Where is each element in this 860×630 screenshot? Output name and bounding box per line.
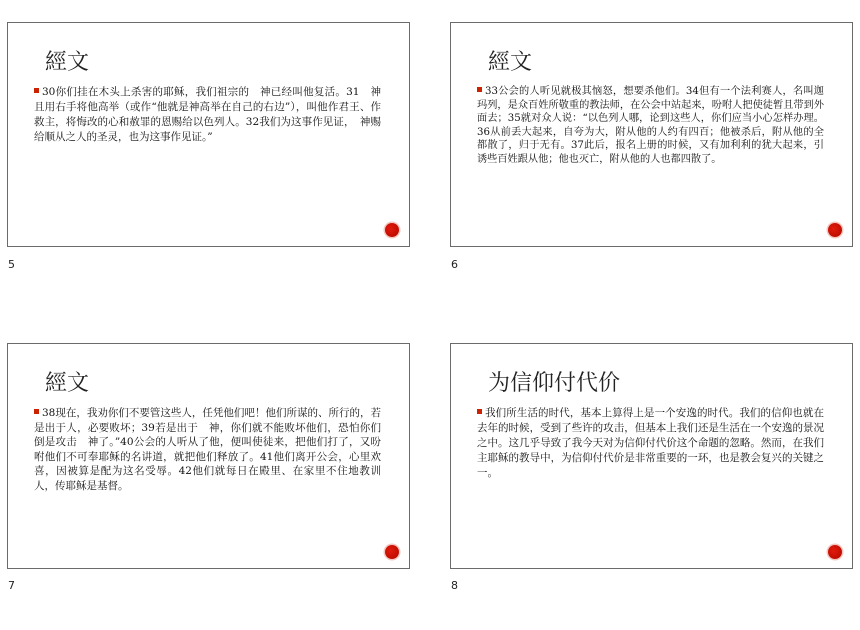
slide-6[interactable] — [450, 22, 853, 247]
slide-body — [477, 406, 824, 481]
slide-title: 經文 — [488, 50, 533, 75]
bullet-icon — [34, 409, 39, 414]
bullet-icon — [34, 88, 39, 93]
slide-5[interactable] — [7, 22, 410, 247]
slide-number: 6 — [451, 258, 458, 271]
slide-body — [477, 85, 824, 167]
slide-body-text: 38现在，我劝你们不要管这些人，任凭他们吧！他们所谋的、所行的，若是出于人，必要败坏；39若是出于 神，你们就不能败坏他们，恐怕你们倒是攻击 神了。”40公会的人听从了他，便叫使徒来，把他们打了，又吩咐他们不可奉耶稣的名讲道，就把他们释放了。41他们离开公会，心里欢喜，因被算是配为这名受辱。42他们就每日在殿里、在家里不住地教训人，传耶稣是基督。 — [34, 407, 381, 492]
slide-body — [34, 85, 381, 145]
slide-body-text: 我们所生活的时代，基本上算得上是一个安逸的时代。我们的信仰也就在去年的时候，受到了些许的攻击，但基本上我们还是生活在一个安逸的景况之中。这几乎导致了我今天对为信仰付代价这个命题的忽略。然而，在我们主耶稣的教导中，为信仰付代价是非常重要的一环，也是教会复兴的关键之一。 — [477, 407, 824, 479]
red-circle-icon — [828, 223, 842, 237]
bullet-icon — [477, 87, 482, 92]
red-circle-icon — [385, 545, 399, 559]
slide-body — [34, 406, 381, 493]
slide-8[interactable] — [450, 343, 853, 569]
slide-number: 5 — [8, 258, 15, 271]
slide-number: 7 — [8, 579, 15, 592]
red-circle-icon — [828, 545, 842, 559]
slide-body-text: 33公会的人听见就极其恼怒，想要杀他们。34但有一个法利赛人，名叫迦玛列，是众百姓所敬重的教法师，在公会中站起来，吩咐人把使徒暂且带到外面去；35就对众人说：“以色列人哪，论到这些人，你们应当小心怎样办理。36从前丢大起来，自夸为大，附从他的人约有四百；他被杀后，附从他的全都散了，归于无有。37此后，报名上册的时候，又有加利利的犹大起来，引诱些百姓跟从他；他也灭亡，附从他的人也都四散了。 — [477, 86, 824, 165]
slide-7[interactable] — [7, 343, 410, 569]
bullet-icon — [477, 409, 482, 414]
slide-title: 为信仰付代价 — [488, 371, 621, 396]
slide-title: 經文 — [45, 50, 90, 75]
slide-number: 8 — [451, 579, 458, 592]
slide-title: 經文 — [45, 371, 90, 396]
slide-body-text: 30你们挂在木头上杀害的耶稣，我们祖宗的 神已经叫他复活。31 神且用右手将他高举（或作“他就是神高举在自己的右边”），叫他作君王、作救主，将悔改的心和赦罪的恩赐给以色列人。32我们为这事作见证， 神赐给顺从之人的圣灵，也为这事作见证。” — [34, 86, 381, 143]
red-circle-icon — [385, 223, 399, 237]
